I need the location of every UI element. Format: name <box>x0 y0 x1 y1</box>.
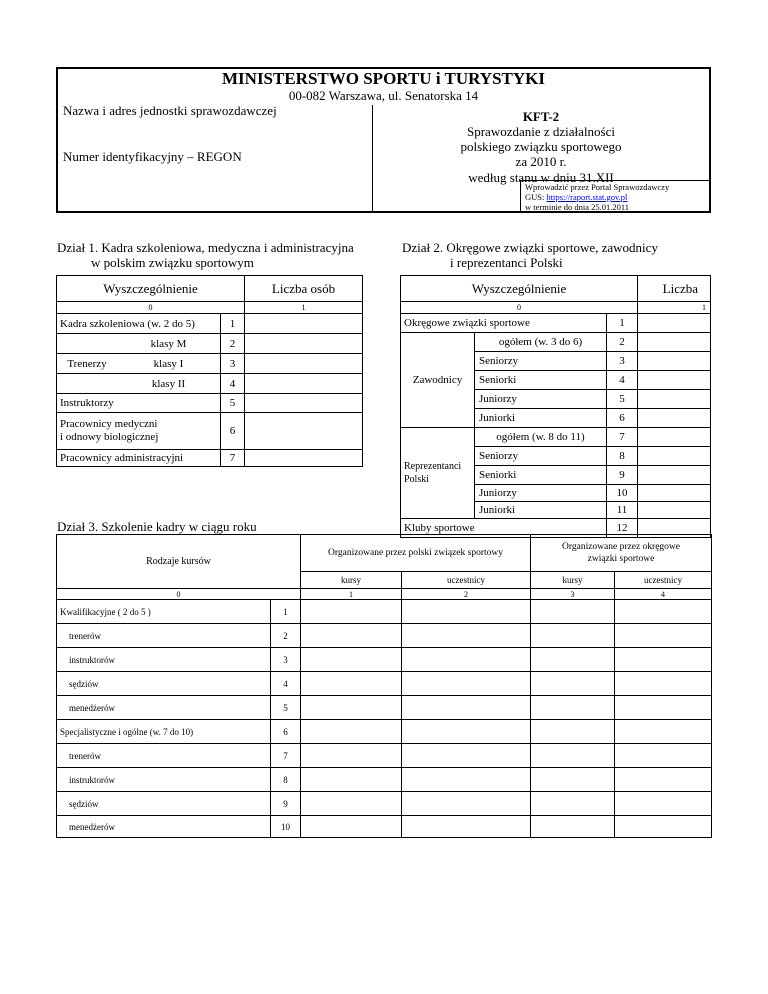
s2-col-spec: Wyszczególnienie <box>401 276 638 302</box>
s2-row-4-value[interactable] <box>638 371 711 390</box>
s2-row-3-label: Seniorzy <box>475 352 607 371</box>
s3-row-6-cell-2[interactable] <box>402 720 531 744</box>
s3-row-8-cell-1[interactable] <box>301 768 402 792</box>
s2-row-9-label: Seniorki <box>475 466 607 485</box>
table-row <box>57 624 712 648</box>
s3-row-6-label: Specjalistyczne i ogólne (w. 7 do 10) <box>57 720 271 744</box>
s1-row-2-label <box>57 334 221 354</box>
s3-row-8-label: instruktorów <box>57 768 271 792</box>
s1-klasy-i: klasy I <box>153 357 184 370</box>
s2-row-10-value[interactable] <box>638 485 711 502</box>
s2-row-12-num: 12 <box>607 519 638 538</box>
s3-row-7-cell-3[interactable] <box>531 744 615 768</box>
s3-row-3-cell-1[interactable] <box>301 648 402 672</box>
regon-label: Numer identyfikacyjny – REGON <box>63 149 242 164</box>
s2-row-6-num: 6 <box>607 409 638 428</box>
s3-col-polish: Organizowane przez polski związek sportowy <box>301 535 531 572</box>
section2-title-line-2: i reprezentanci Polski <box>450 255 563 270</box>
s2-row-11-label: Juniorki <box>475 502 607 519</box>
s1-col-num-0: 0 <box>57 302 245 314</box>
s1-row-3-num: 3 <box>221 354 245 374</box>
s1-row-3-value[interactable] <box>245 354 363 374</box>
s3-row-9-cell-2[interactable] <box>402 792 531 816</box>
s3-col-num-2: 2 <box>402 589 531 600</box>
s3-row-10-num: 10 <box>271 816 301 838</box>
table-row <box>57 744 712 768</box>
ministry-address: 00-082 Warszawa, ul. Senatorska 14 <box>288 88 479 103</box>
s3-row-7-cell-4[interactable] <box>615 744 712 768</box>
s2-row-3-value[interactable] <box>638 352 711 371</box>
s1-row-2-value[interactable] <box>245 334 363 354</box>
s3-row-3-cell-2[interactable] <box>402 648 531 672</box>
s3-col-courses-1: kursy <box>301 572 402 589</box>
section1-table <box>56 275 363 467</box>
s3-row-5-cell-3[interactable] <box>531 696 615 720</box>
s3-row-5-label: menedżerów <box>57 696 271 720</box>
s2-col-count: Liczba <box>638 276 711 302</box>
s1-row-1-label: Kadra szkoleniowa (w. 2 do 5) <box>57 314 221 334</box>
s2-row-2-value[interactable] <box>638 333 711 352</box>
s3-row-10-cell-3[interactable] <box>531 816 615 838</box>
portal-line-2 <box>525 192 709 202</box>
s1-trenerzy: Trenerzy <box>67 357 107 370</box>
portal-line-1: Wprowadzić przez Portal Sprawozdawczy <box>525 182 670 192</box>
s2-row-1-value[interactable] <box>638 314 711 333</box>
s1-row-6-line-2: i odnowy biologicznej <box>60 431 159 443</box>
s3-row-3-cell-4[interactable] <box>615 648 712 672</box>
table-row <box>57 696 712 720</box>
s2-row-10-num: 10 <box>607 485 638 502</box>
s3-row-9-cell-3[interactable] <box>531 792 615 816</box>
s2-reprezentanci <box>401 428 475 519</box>
s3-row-3-cell-3[interactable] <box>531 648 615 672</box>
form-title-2: polskiego związku sportowego <box>460 139 622 154</box>
s2-row-3-num: 3 <box>607 352 638 371</box>
s1-row-6-line-1: Pracownicy medyczni <box>60 418 158 430</box>
portal-box <box>520 180 709 213</box>
s1-row-6-label <box>57 413 221 450</box>
s3-row-3-num: 3 <box>271 648 301 672</box>
s3-row-1-cell-1[interactable] <box>301 600 402 624</box>
s3-row-7-num: 7 <box>271 744 301 768</box>
section3-table <box>56 534 712 838</box>
s2-zawodnicy: Zawodnicy <box>401 333 475 428</box>
s1-col-count: Liczba osób <box>245 276 363 302</box>
s3-row-5-num: 5 <box>271 696 301 720</box>
section1-title-line-2: w polskim związku sportowym <box>91 255 254 270</box>
form-title-4: według stanu w dniu 31.XII <box>468 170 614 185</box>
s3-col-district <box>531 535 712 572</box>
table-row <box>57 768 712 792</box>
s3-col-district-line-2: związki sportowe <box>587 554 655 564</box>
s3-row-6-num: 6 <box>271 720 301 744</box>
s2-row-8-num: 8 <box>607 447 638 466</box>
s1-klasy-m: klasy M <box>150 337 187 350</box>
form-header <box>56 67 711 213</box>
s2-row-9-value[interactable] <box>638 466 711 485</box>
s1-row-3-label <box>57 354 221 374</box>
s3-col-num-3: 3 <box>531 589 615 600</box>
s2-row-11-value[interactable] <box>638 502 711 519</box>
table-row <box>57 792 712 816</box>
s3-row-9-cell-1[interactable] <box>301 792 402 816</box>
section1-title-line-1: Dział 1. Kadra szkoleniowa, medyczna i administracyjna <box>57 240 354 255</box>
s3-row-1-num: 1 <box>271 600 301 624</box>
s3-row-7-cell-1[interactable] <box>301 744 402 768</box>
s2-reprezentanci-line-2: Polski <box>404 474 430 485</box>
section2-title <box>402 240 658 270</box>
s3-col-district-line-1: Organizowane przez okręgowe <box>562 542 680 552</box>
section3-title: Dział 3. Szkolenie kadry w ciągu roku <box>57 519 257 534</box>
s2-row-11-num: 11 <box>607 502 638 519</box>
s2-row-9-num: 9 <box>607 466 638 485</box>
table-row <box>57 648 712 672</box>
s2-reprezentanci-line-1: Reprezentanci <box>404 461 462 472</box>
s2-row-7-label: ogółem (w. 8 do 11) <box>475 428 607 447</box>
s2-row-8-value[interactable] <box>638 447 711 466</box>
section2-title-line-1: Dział 2. Okręgowe związki sportowe, zawodnicy <box>402 240 658 255</box>
form-title-1: Sprawozdanie z działalności <box>467 124 615 139</box>
s3-row-9-label: sędziów <box>57 792 271 816</box>
s2-col-num-0: 0 <box>401 302 638 314</box>
s1-row-7-num: 7 <box>221 450 245 467</box>
s1-row-6-num: 6 <box>221 413 245 450</box>
s2-col-num-1: 1 <box>638 302 711 314</box>
s3-row-8-cell-3[interactable] <box>531 768 615 792</box>
s3-col-participants-2: uczestnicy <box>615 572 712 589</box>
s3-row-9-cell-4[interactable] <box>615 792 712 816</box>
s1-row-1-num: 1 <box>221 314 245 334</box>
form-title-3: za 2010 r. <box>515 154 567 169</box>
s1-row-2-num: 2 <box>221 334 245 354</box>
s2-row-5-num: 5 <box>607 390 638 409</box>
s2-row-5-label: Juniorzy <box>475 390 607 409</box>
s3-row-10-label: menedżerów <box>57 816 271 838</box>
s3-row-2-cell-2[interactable] <box>402 624 531 648</box>
s2-row-1-num: 1 <box>607 314 638 333</box>
s3-row-2-num: 2 <box>271 624 301 648</box>
s3-row-6-cell-1[interactable] <box>301 720 402 744</box>
table-row <box>57 600 712 624</box>
form-code: KFT-2 <box>522 109 560 124</box>
s3-row-8-cell-2[interactable] <box>402 768 531 792</box>
s3-col-courses-2: kursy <box>531 572 615 589</box>
s3-row-8-num: 8 <box>271 768 301 792</box>
s1-row-5-num: 5 <box>221 394 245 413</box>
s3-col-num-0: 0 <box>57 589 301 600</box>
s3-row-10-cell-2[interactable] <box>402 816 531 838</box>
s3-row-6-cell-4[interactable] <box>615 720 712 744</box>
s1-row-4-num: 4 <box>221 374 245 394</box>
s3-row-2-cell-1[interactable] <box>301 624 402 648</box>
s3-row-2-cell-3[interactable] <box>531 624 615 648</box>
s2-row-8-label: Seniorzy <box>475 447 607 466</box>
portal-link[interactable]: https://raport.stat.gov.pl <box>546 192 628 202</box>
s3-row-7-cell-2[interactable] <box>402 744 531 768</box>
s3-col-kinds: Rodzaje kursów <box>57 535 301 589</box>
s2-row-1-label: Okręgowe związki sportowe <box>401 314 607 333</box>
s3-row-4-num: 4 <box>271 672 301 696</box>
s3-row-7-label: trenerów <box>57 744 271 768</box>
table-row <box>57 720 712 744</box>
table-row <box>57 816 712 838</box>
s1-row-4-label <box>57 374 221 394</box>
s3-row-4-label: sędziów <box>57 672 271 696</box>
s1-row-5-label: Instruktorzy <box>57 394 221 413</box>
s2-row-6-label: Juniorki <box>475 409 607 428</box>
s1-col-num-1: 1 <box>245 302 363 314</box>
s3-row-2-cell-4[interactable] <box>615 624 712 648</box>
s3-col-num-1: 1 <box>301 589 402 600</box>
s2-row-12-label: Kluby sportowe <box>401 519 607 538</box>
s2-row-2-num: 2 <box>607 333 638 352</box>
s2-row-7-value[interactable] <box>638 428 711 447</box>
s3-row-1-cell-4[interactable] <box>615 600 712 624</box>
s1-row-6-value[interactable] <box>245 413 363 450</box>
s2-row-6-value[interactable] <box>638 409 711 428</box>
s3-row-10-cell-1[interactable] <box>301 816 402 838</box>
s1-row-5-value[interactable] <box>245 394 363 413</box>
s3-row-4-cell-2[interactable] <box>402 672 531 696</box>
s1-row-7-value[interactable] <box>245 450 363 467</box>
section2-table <box>400 275 711 538</box>
s2-row-7-num: 7 <box>607 428 638 447</box>
s3-row-1-cell-3[interactable] <box>531 600 615 624</box>
table-row <box>57 672 712 696</box>
s3-row-10-cell-4[interactable] <box>615 816 712 838</box>
s3-row-8-cell-4[interactable] <box>615 768 712 792</box>
s3-row-5-cell-2[interactable] <box>402 696 531 720</box>
s3-row-6-cell-3[interactable] <box>531 720 615 744</box>
ministry-title: MINISTERSTWO SPORTU i TURYSTYKI <box>222 69 545 88</box>
s3-row-4-cell-4[interactable] <box>615 672 712 696</box>
s1-row-1-value[interactable] <box>245 314 363 334</box>
s3-col-participants-1: uczestnicy <box>402 572 531 589</box>
s2-row-10-label: Juniorzy <box>475 485 607 502</box>
s2-row-4-label: Seniorki <box>475 371 607 390</box>
s3-col-num-4: 4 <box>615 589 712 600</box>
portal-line-3: w terminie do dnia 25.01.2011 <box>525 202 630 212</box>
s3-row-5-cell-1[interactable] <box>301 696 402 720</box>
s3-row-1-label: Kwalifikacyjne ( 2 do 5 ) <box>57 600 271 624</box>
s2-row-2-label: ogółem (w. 3 do 6) <box>475 333 607 352</box>
portal-prefix: GUS: <box>525 192 547 202</box>
s2-row-5-value[interactable] <box>638 390 711 409</box>
s2-row-4-num: 4 <box>607 371 638 390</box>
s3-row-4-cell-1[interactable] <box>301 672 402 696</box>
s1-klasy-ii: klasy II <box>151 377 186 390</box>
s1-row-7-label: Pracownicy administracyjni <box>57 450 221 467</box>
s3-row-3-label: instruktorów <box>57 648 271 672</box>
s3-row-2-label: trenerów <box>57 624 271 648</box>
s3-row-5-cell-4[interactable] <box>615 696 712 720</box>
s3-row-9-num: 9 <box>271 792 301 816</box>
s1-col-spec: Wyszczególnienie <box>57 276 245 302</box>
unit-name-label: Nazwa i adres jednostki sprawozdawczej <box>63 103 277 118</box>
section1-title <box>57 240 354 270</box>
s3-row-1-cell-2[interactable] <box>402 600 531 624</box>
s3-row-4-cell-3[interactable] <box>531 672 615 696</box>
s1-row-4-value[interactable] <box>245 374 363 394</box>
